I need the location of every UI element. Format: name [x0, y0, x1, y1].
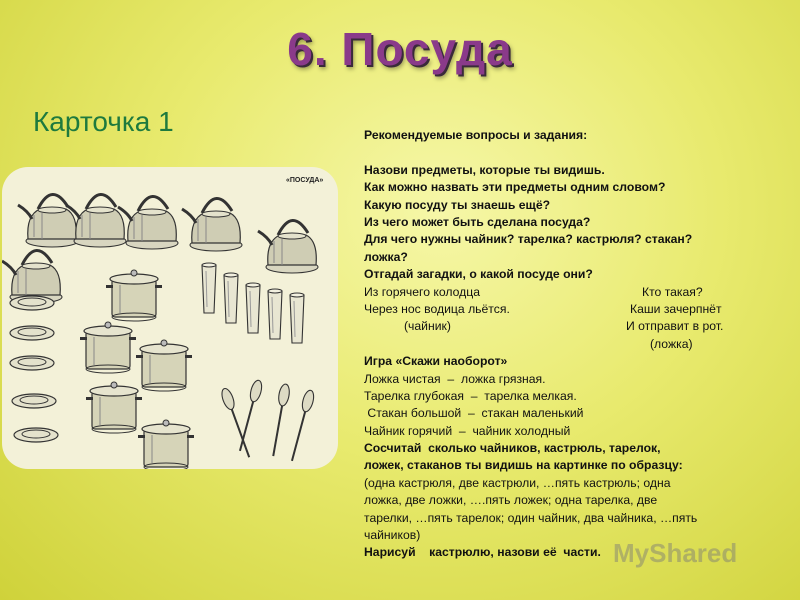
tasks-heading: Рекомендуемые вопросы и задания:	[364, 128, 588, 142]
question-7: Отгадай загадки, о какой посуде они?	[364, 267, 593, 282]
count-title-2: ложек, стаканов ты видишь на картинке по образцу:	[364, 458, 683, 473]
riddle-right-4: (ложка)	[650, 336, 693, 351]
riddle-left-3: (чайник)	[404, 319, 451, 334]
question-4: Из чего может быть сделана посуда?	[364, 214, 591, 229]
riddle-left-1: Из горячего колодца	[364, 284, 481, 299]
riddle-right-1: Кто такая?	[642, 284, 703, 299]
count-line-3: тарелки, …пять тарелок; один чайник, два чайника, …пять	[364, 510, 698, 525]
riddle-right-3: И отправит в рот.	[626, 319, 724, 334]
question-2: Как можно назвать эти предметы одним словом?	[364, 180, 666, 195]
riddle-right-2: Каши зачерпнёт	[630, 301, 722, 316]
question-1: Назови предметы, которые ты видишь.	[364, 162, 605, 177]
slide-title: 6. Посуда	[287, 23, 513, 75]
riddles	[364, 284, 764, 354]
count-title-1: Сосчитай сколько чайников, кастрюль, тарелок,	[364, 441, 661, 456]
game-line-4: Чайник горячий – чайник холодный	[364, 423, 571, 438]
question-3: Какую посуду ты знаешь ещё?	[364, 197, 551, 212]
count-line-1: (одна кастрюля, две кастрюли, …пять кастрюль; одна	[364, 475, 671, 490]
question-6: ложка?	[364, 249, 408, 264]
tasks-text	[364, 127, 764, 562]
game-line-2: Тарелка глубокая – тарелка мелкая.	[364, 388, 577, 403]
game-line-1: Ложка чистая – ложка грязная.	[364, 371, 546, 386]
count-line-4: чайников)	[364, 528, 421, 543]
riddle-left-2: Через нос водица льётся.	[364, 301, 510, 316]
dishes-illustration	[2, 167, 338, 469]
game-title: Игра «Скажи наоборот»	[364, 354, 508, 369]
count-line-2: ложка, две ложки, ….пять ложек; одна тарелка, две	[364, 493, 658, 508]
question-5: Для чего нужны чайник? тарелка? кастрюля? стакан?	[364, 232, 693, 247]
draw-task: Нарисуй кастрюлю, назови её части.	[364, 545, 601, 560]
picture-caption: «ПОСУДА»	[286, 177, 324, 184]
watermark: MyShared	[613, 538, 738, 568]
game-line-3: Стакан большой – стакан маленький	[364, 406, 584, 421]
card-label: Карточка 1	[33, 106, 174, 137]
